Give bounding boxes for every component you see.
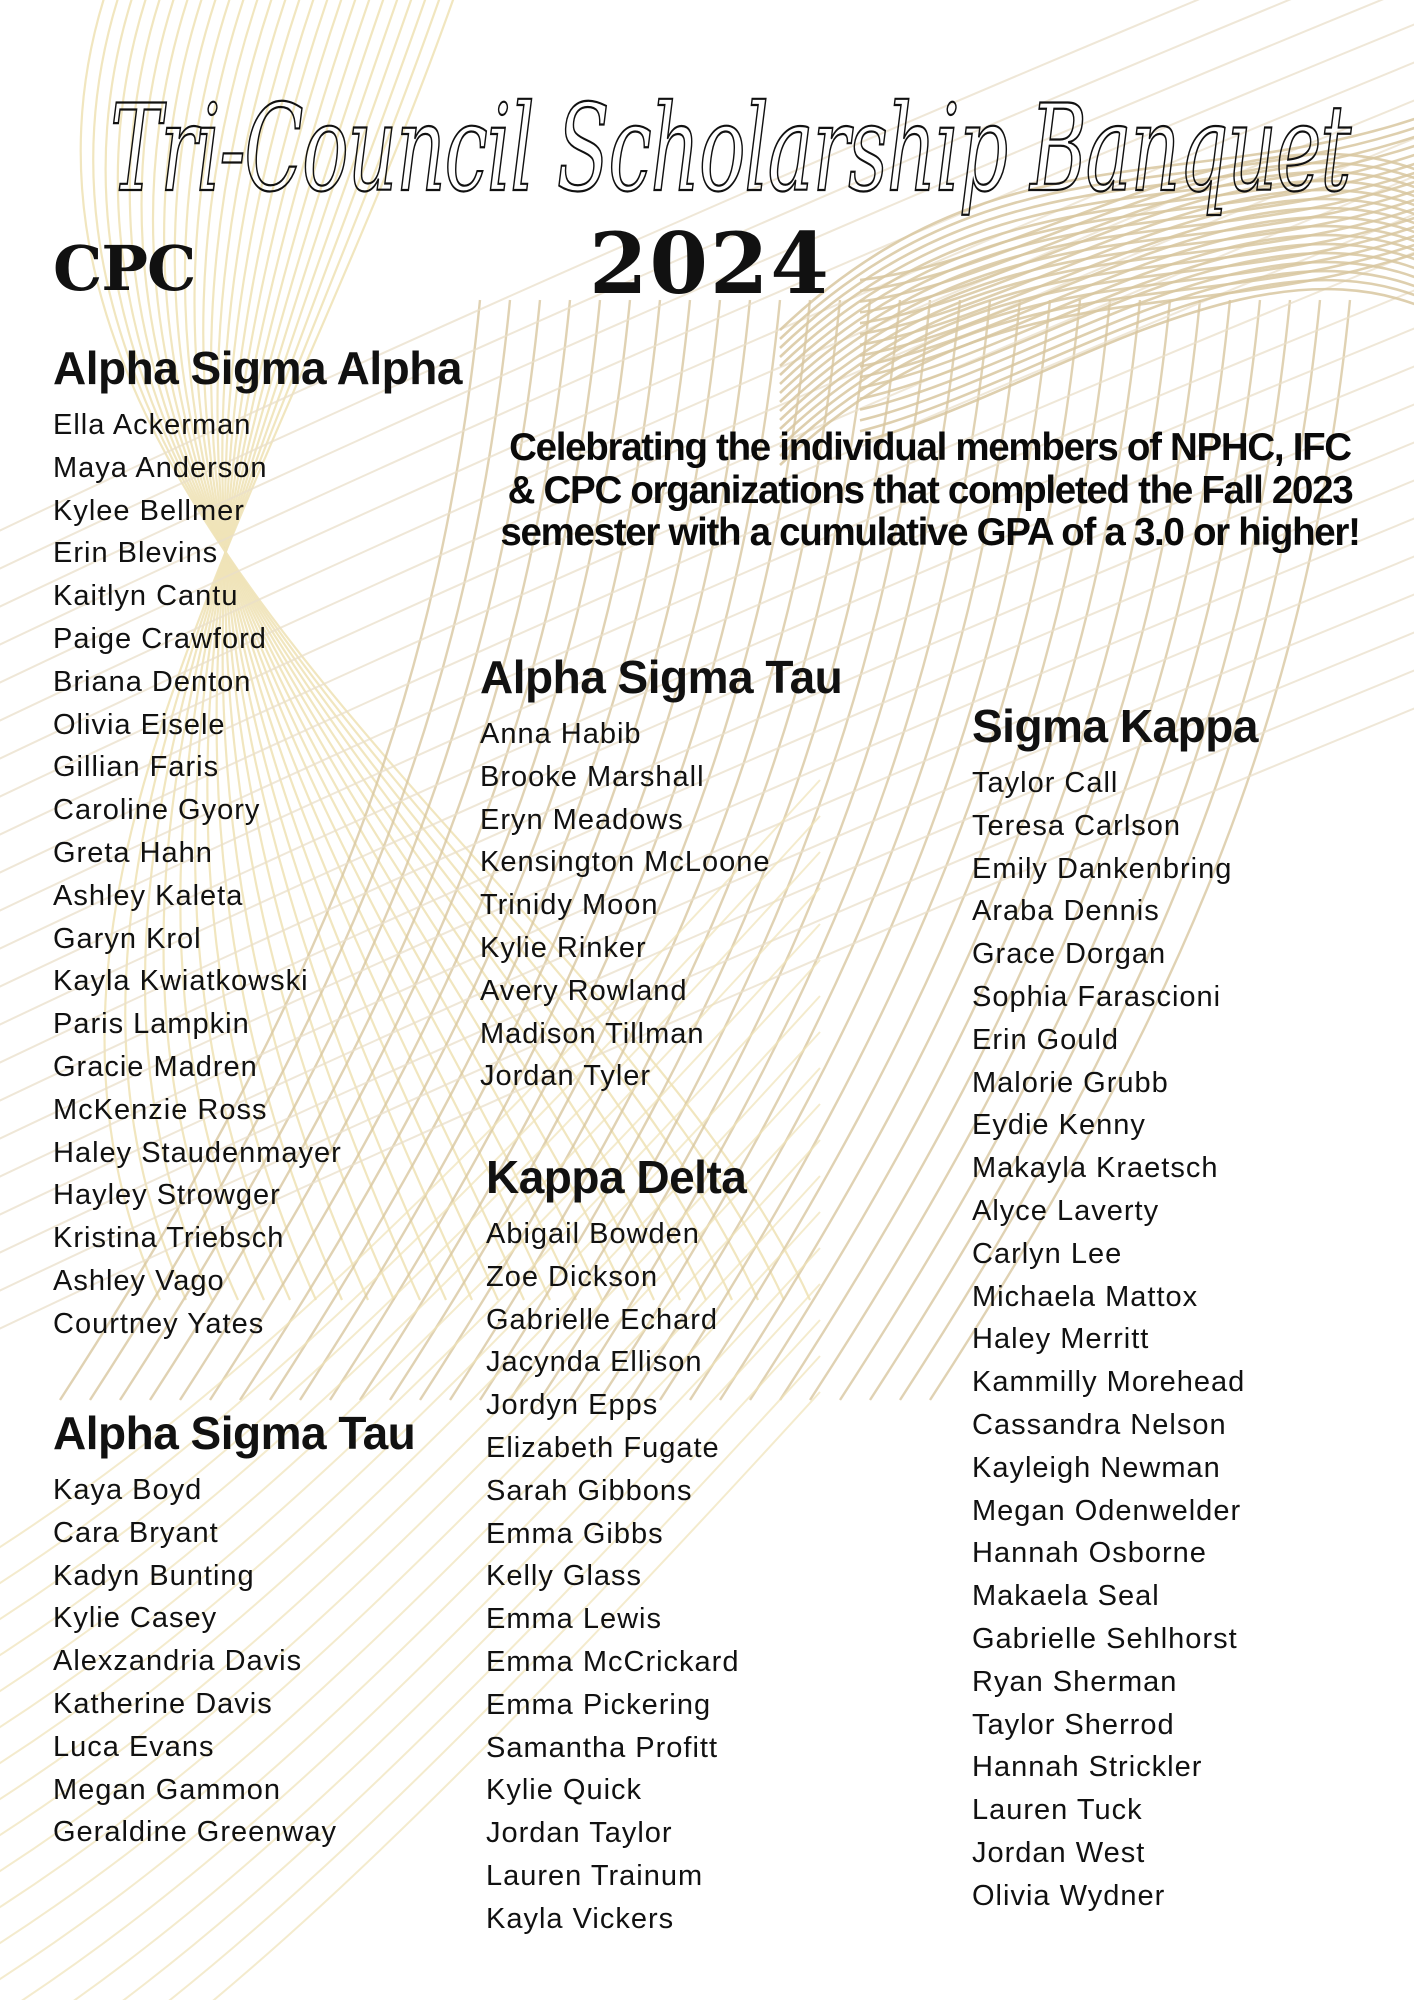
member-name: Eryn Meadows: [480, 803, 684, 836]
org-heading: Alpha Sigma Tau: [480, 651, 843, 703]
event-title: [110, 40, 1360, 240]
council-heading: CPC: [53, 232, 196, 305]
member-name: Jordan West: [972, 1836, 1146, 1869]
member-name: Greta Hahn: [53, 836, 213, 869]
member-list: [480, 713, 842, 1098]
org-heading: Kappa Delta: [486, 1151, 747, 1203]
member-name: Gabrielle Sehlhorst: [972, 1622, 1238, 1655]
member-name: Lauren Trainum: [486, 1859, 704, 1892]
member-name: Emily Dankenbring: [972, 852, 1233, 885]
member-name: Gabrielle Echard: [486, 1303, 718, 1336]
member-name: Grace Dorgan: [972, 938, 1167, 971]
member-name: Paris Lampkin: [53, 1008, 250, 1041]
member-name: Emma Pickering: [486, 1688, 712, 1721]
member-name: Eydie Kenny: [972, 1109, 1146, 1142]
member-name: Araba Dennis: [972, 895, 1160, 928]
member-name: Olivia Eisele: [53, 708, 226, 741]
member-list: [486, 1213, 746, 1941]
event-title-text: Tri-Council Scholarship Banquet: [110, 80, 1352, 219]
member-name: Gillian Faris: [53, 751, 220, 784]
member-name: Kammilly Morehead: [972, 1366, 1246, 1399]
member-name: Kayleigh Newman: [972, 1451, 1221, 1484]
member-name: Makayla Kraetsch: [972, 1152, 1219, 1185]
member-list: [53, 1469, 415, 1854]
member-name: Teresa Carlson: [972, 809, 1182, 842]
member-name: Michaela Mattox: [972, 1280, 1199, 1313]
member-name: Ashley Vago: [53, 1264, 225, 1297]
member-name: Emma Lewis: [486, 1603, 662, 1636]
org-section: [480, 651, 843, 1098]
member-name: Kylee Bellmer: [53, 494, 245, 527]
celebration-tagline: Celebrating the individual members of NPHC, IFC & CPC organizations that completed the Fall 2023 semester with a cumulative GPA of a 3.0 or higher!: [500, 426, 1360, 554]
member-name: Katherine Davis: [53, 1687, 273, 1720]
org-heading: Sigma Kappa: [972, 700, 1258, 752]
member-name: Malorie Grubb: [972, 1066, 1169, 1099]
member-name: Alyce Laverty: [972, 1194, 1160, 1227]
member-name: Emma Gibbs: [486, 1517, 664, 1550]
member-name: Haley Staudenmayer: [53, 1136, 342, 1169]
member-list: [53, 404, 462, 1346]
member-name: Kristina Triebsch: [53, 1222, 285, 1255]
member-name: Garyn Krol: [53, 922, 202, 955]
member-name: McKenzie Ross: [53, 1093, 268, 1126]
member-name: Anna Habib: [480, 718, 642, 750]
member-name: Courtney Yates: [53, 1307, 265, 1340]
member-name: Kylie Casey: [53, 1602, 218, 1635]
member-name: Gracie Madren: [53, 1050, 258, 1083]
member-name: Geraldine Greenway: [53, 1816, 337, 1849]
member-name: Haley Merritt: [972, 1323, 1150, 1356]
org-section: [486, 1151, 747, 1941]
member-name: Caroline Gyory: [53, 794, 261, 827]
member-name: Ryan Sherman: [972, 1665, 1178, 1698]
member-name: Elizabeth Fugate: [486, 1431, 720, 1464]
member-name: Trinidy Moon: [480, 889, 659, 922]
member-name: Kadyn Bunting: [53, 1559, 255, 1592]
member-name: Kylie Quick: [486, 1774, 643, 1807]
member-name: Kayla Vickers: [486, 1902, 675, 1935]
member-name: Zoe Dickson: [486, 1260, 659, 1293]
member-name: Maya Anderson: [53, 451, 268, 484]
member-name: Hayley Strowger: [53, 1179, 281, 1212]
member-name: Taylor Call: [972, 767, 1119, 799]
member-name: Olivia Wydner: [972, 1879, 1166, 1912]
member-name: Carlyn Lee: [972, 1237, 1123, 1270]
member-name: Paige Crawford: [53, 622, 267, 655]
member-name: Samantha Profitt: [486, 1731, 718, 1764]
member-name: Alexzandria Davis: [53, 1645, 303, 1678]
member-name: Sophia Farascioni: [972, 980, 1222, 1013]
member-name: Emma McCrickard: [486, 1645, 740, 1678]
member-name: Kaitlyn Cantu: [53, 580, 239, 613]
member-name: Cassandra Nelson: [972, 1408, 1227, 1441]
member-name: Erin Blevins: [53, 537, 219, 570]
member-name: Brooke Marshall: [480, 760, 705, 793]
org-section: [53, 342, 462, 1346]
member-name: Hannah Osborne: [972, 1537, 1207, 1570]
member-name: Kaya Boyd: [53, 1474, 203, 1506]
member-name: Hannah Strickler: [972, 1751, 1203, 1784]
org-section: [53, 1407, 416, 1854]
member-name: Kelly Glass: [486, 1560, 643, 1593]
member-name: Megan Odenwelder: [972, 1494, 1242, 1527]
event-year: 2024: [589, 214, 831, 313]
member-name: Kensington McLoone: [480, 846, 771, 879]
member-name: Ella Ackerman: [53, 409, 252, 441]
member-name: Abigail Bowden: [486, 1218, 700, 1250]
member-name: Taylor Sherrod: [972, 1708, 1175, 1741]
member-name: Lauren Tuck: [972, 1794, 1143, 1827]
member-name: Ashley Kaleta: [53, 879, 244, 912]
member-name: Jordyn Epps: [486, 1389, 659, 1422]
member-name: Sarah Gibbons: [486, 1474, 693, 1507]
member-name: Kylie Rinker: [480, 931, 647, 964]
member-name: Megan Gammon: [53, 1773, 281, 1806]
member-name: Avery Rowland: [480, 974, 688, 1007]
member-name: Erin Gould: [972, 1023, 1120, 1056]
member-name: Jordan Tyler: [480, 1060, 652, 1093]
org-heading: Alpha Sigma Alpha: [53, 342, 462, 394]
member-name: Madison Tillman: [480, 1017, 705, 1050]
org-heading: Alpha Sigma Tau: [53, 1407, 416, 1459]
member-name: Luca Evans: [53, 1730, 215, 1763]
member-list: [972, 762, 1258, 1918]
member-name: Makaela Seal: [972, 1580, 1160, 1613]
member-name: Briana Denton: [53, 665, 252, 698]
member-name: Kayla Kwiatkowski: [53, 965, 309, 998]
member-name: Jacynda Ellison: [486, 1346, 703, 1379]
member-name: Cara Bryant: [53, 1516, 219, 1549]
member-name: Jordan Taylor: [486, 1817, 673, 1850]
org-section: [972, 700, 1258, 1918]
